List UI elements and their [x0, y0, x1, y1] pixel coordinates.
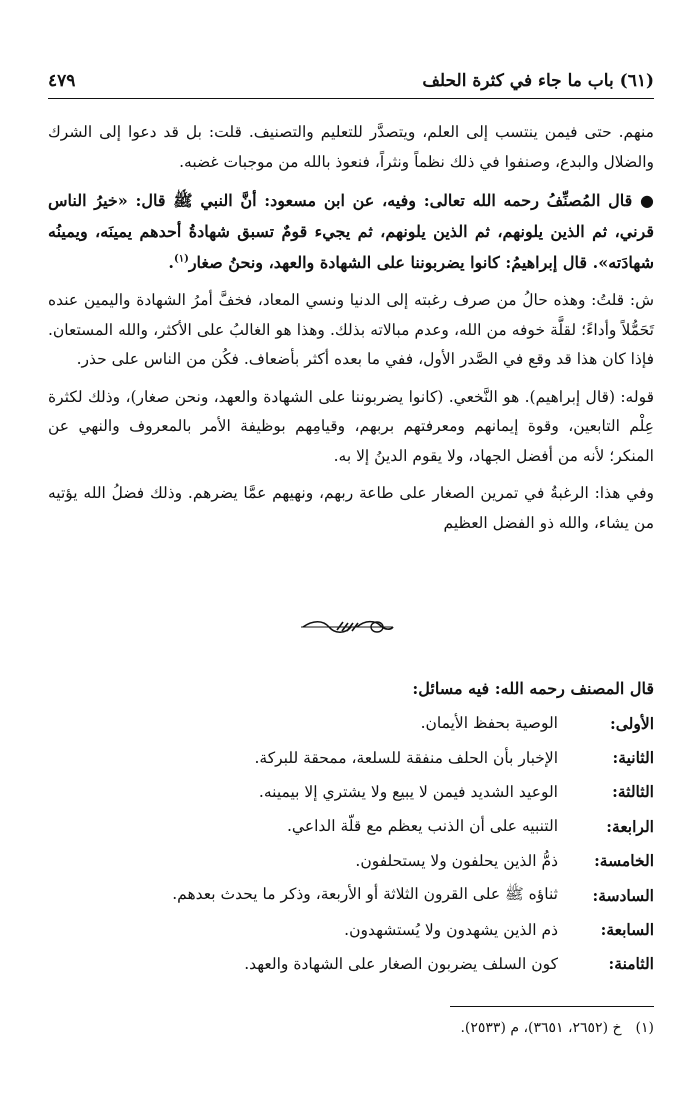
paragraph-intro: منهم. حتى فيمن ينتسب إلى العلم، ويتصدَّر للتعليم والتصنيف. قلت: بل قد دعوا إلى الشرك والضلال والبدع، وصنفوا في ذلك نظماً ونثراً، فنعوذ بالله من موجبات غضبه. — [48, 123, 654, 171]
issue-label: الخامسة: — [594, 851, 654, 871]
issue-text: الوصية بحفظ الأيمان. — [420, 714, 558, 733]
issue-text: كون السلف يضربون الصغار على الشهادة والعهد. — [244, 954, 558, 973]
issue-label: الثامنة: — [608, 954, 654, 974]
footnote — [48, 1016, 654, 1040]
ornament-icon — [299, 616, 395, 638]
hadith-text: ● قال المُصنِّفُ رحمه الله تعالى: وفيه، عن ابن مسعود: أنَّ النبي ﷺ قال: «خيرُ الناس قرني، ثم الذين يلونهم، ثم الذين يلونهم، ثم يجيء قومٌ تسبق شهادةُ أحدهم يمينَه، ويمينُه شهادَته». قال إبراهيمُ: كانوا يضربوننا على الشهادة والعهد، ونحنُ صغار — [48, 191, 655, 272]
issue-label: الثالثة: — [612, 782, 654, 802]
page-number: ٤٧٩ — [48, 71, 76, 91]
issue-text: ذم الذين يشهدون ولا يُستشهدون. — [344, 920, 558, 939]
footnote-separator — [450, 1006, 654, 1007]
issue-label: السابعة: — [600, 920, 654, 940]
issue-item — [48, 912, 654, 946]
issue-item — [48, 947, 654, 981]
issue-text: ذمُّ الذين يحلفون ولا يستحلفون. — [355, 851, 558, 870]
footnote-reference: (١) — [173, 253, 189, 265]
issue-item — [48, 809, 654, 843]
footnote-text: خ (٢٦٥٢، ٣٦٥١)، م (٢٥٣٣). — [460, 1020, 622, 1036]
issue-item — [48, 878, 654, 912]
issue-item — [48, 844, 654, 878]
issue-item — [48, 740, 654, 774]
issues-list — [48, 706, 654, 981]
section-divider-ornament — [0, 616, 694, 642]
footnote-marker: (١) — [635, 1020, 654, 1036]
issue-label: الثانية: — [612, 748, 654, 768]
main-text — [48, 118, 654, 546]
paragraph-commentary: ش: قلتُ: وهذه حالُ من صرف رغبته إلى الدنيا ونسي المعاد، فخفَّ أمرُ الشهادة واليمين عنده تَحَمُّلاً وأداءً؛ لقلَّة خوفه من الله، وعدم مبالاته بذلك. وهذا هو الغالبُ على الأكثر، والله المستعان. فإذا كان هذا قد وقع في الصَّدر الأول، ففي ما بعده أكثر بأضعاف. فكُن من الناس على حذر. — [48, 291, 654, 368]
paragraph-hadith: ● قال المُصنِّفُ رحمه الله تعالى: وفيه، عن ابن مسعود: أنَّ النبي ﷺ قال: «خيرُ الناس قرني، ثم الذين يلونهم، ثم الذين يلونهم، ثم يجيء قومٌ تسبق شهادةُ أحدهم يمينَه، ويمينُه شهادَته». قال إبراهيمُ: كانوا يضربوننا على الشهادة والعهد، ونحنُ صغار$^{(١)}$. — [48, 191, 655, 272]
paragraph-explanation: قوله: (قال إبراهيم). هو النَّخعي. (كانوا يضربوننا على الشهادة والعهد، ونحن صغار)، وذلك لكثرة عِلْم التابعين، وقوة إيمانهم ومعرفتهم بربهم، وقيامِهم بوظيفة الأمر بالمعروف والنهي عن المنكر؛ لأنه من أفضل الجهاد، ولا يقوم الدينُ إلا به. — [48, 387, 654, 465]
issue-item — [48, 775, 654, 809]
issue-text: التنبيه على أن الذنب يعظم مع قلّة الداعي. — [286, 817, 558, 836]
issue-item — [48, 706, 654, 740]
page-header — [48, 64, 654, 99]
issue-text: الإخبار بأن الحلف منفقة للسلعة، ممحقة للبركة. — [254, 748, 558, 767]
issue-label: الأولى: — [610, 713, 654, 733]
issue-text: ثناؤه ﷺ على القرون الثلاثة أو الأربعة، وذكر ما يحدث بعدهم. — [172, 884, 558, 903]
issue-label: السادسة: — [592, 885, 654, 905]
chapter-title: (٦١) باب ما جاء في كثرة الحلف — [422, 71, 654, 91]
issue-text: الوعيد الشديد فيمن لا يبيع ولا يشتري إلا بيمينه. — [258, 782, 558, 801]
paragraph-conclusion: وفي هذا: الرغبةُ في تمرين الصغار على طاعة ربهم، ونهيهم عمَّا يضرهم. وذلك فضلُ الله يؤتيه من يشاء، والله ذو الفضل العظيم — [48, 484, 654, 532]
issues-heading: قال المصنف رحمه الله: فيه مسائل: — [412, 679, 654, 698]
issue-label: الرابعة: — [606, 816, 654, 836]
